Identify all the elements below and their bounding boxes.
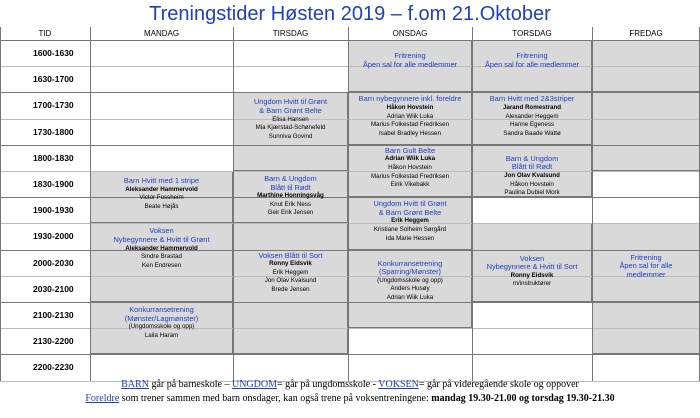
assistant-name: m/instruktører bbox=[512, 280, 552, 288]
footer-text: som trener sammen med barn onsdager, kan også trene på voksentreningene: bbox=[119, 393, 432, 404]
time-slot: 1730-1800 bbox=[33, 126, 74, 137]
column-header: TORSDAG bbox=[472, 27, 592, 41]
activity-title: Blått til Rødt bbox=[270, 182, 311, 192]
activity-block bbox=[472, 52, 592, 69]
activity-title: Voksen Blått til Sort bbox=[258, 250, 323, 260]
time-slot: 2030-2100 bbox=[33, 283, 74, 294]
assistant-name: Ken Endresen bbox=[141, 261, 182, 269]
instructor-name: Aleksander Hammervold bbox=[125, 244, 198, 252]
assistant-name: Anders Husøy bbox=[390, 285, 430, 293]
assistant-name: Sunniva Govind bbox=[268, 132, 313, 140]
schedule-table bbox=[0, 27, 700, 381]
assistant-name: Erik Heggem bbox=[272, 268, 309, 276]
activity-block bbox=[90, 177, 233, 211]
instructor-name: Erik Heggem bbox=[391, 217, 429, 225]
activity-title: Barn nybegynnere inkl. foreldre bbox=[358, 94, 462, 104]
activity-title: & Barn Grønt Belte bbox=[259, 105, 322, 115]
activity-block bbox=[90, 227, 233, 270]
column-divider bbox=[592, 27, 593, 381]
activity-block bbox=[592, 254, 700, 280]
assistant-name: Håkon Hovstein bbox=[510, 180, 554, 188]
row-divider bbox=[0, 92, 700, 93]
activity-title: Barn & Ungdom bbox=[264, 174, 317, 183]
column-header: TID bbox=[0, 27, 90, 41]
activity-title: Barn Hvitt med 2&3striper bbox=[489, 94, 575, 104]
assistant-name: Hanne Egeness bbox=[509, 121, 555, 129]
instructor-name: Ronny Eidsvik bbox=[510, 271, 554, 279]
assistant-name: Eirik Vikebakk bbox=[390, 181, 430, 189]
activity-title: Barn Gult Belte bbox=[384, 145, 436, 155]
assistant-name: Marius Folkestad Fredriksen bbox=[370, 121, 450, 129]
activity-title: Blått til Rødt bbox=[511, 162, 553, 172]
instructor-name: Aleksander Hammervold bbox=[125, 185, 198, 193]
time-slot: 1900-1930 bbox=[33, 205, 74, 216]
activity-block bbox=[472, 95, 592, 138]
footer-text: = går på videregående skole og oppover bbox=[418, 379, 579, 390]
page-title: Treningstider Høsten 2019 – f.om 21.Oktober bbox=[149, 3, 551, 25]
assistant-name: Håkon Hovstein bbox=[388, 163, 432, 171]
assistant-name: Geir Erik Jensen bbox=[267, 209, 314, 217]
activity-title: Fritrening bbox=[630, 252, 662, 262]
activity-title: Voksen bbox=[519, 253, 545, 263]
assistant-name: Victor Fossheim bbox=[139, 194, 184, 202]
row-divider bbox=[0, 354, 700, 355]
footer-text: går på barneskole – bbox=[148, 379, 232, 390]
activity-title: Konkurransetrening bbox=[377, 258, 443, 268]
activity-block bbox=[348, 260, 472, 303]
time-slot: 2000-2030 bbox=[33, 257, 74, 268]
row-divider bbox=[0, 145, 700, 146]
activity-title: Fritrening bbox=[516, 51, 548, 60]
assistant-name: Jon Olav Kvalsund bbox=[264, 277, 317, 285]
activity-title: (Sparring/Mønster) bbox=[378, 267, 441, 277]
footer-keyword: Foreldre bbox=[85, 393, 120, 404]
activity-block bbox=[233, 98, 348, 141]
activity-title: Ungdom Hvitt til Grønt bbox=[373, 199, 447, 209]
time-slot: 1830-1900 bbox=[33, 179, 74, 189]
column-header: FREDAG bbox=[592, 27, 700, 41]
activity-title: (Mønster/Lagmønster) bbox=[124, 313, 199, 323]
activity-title: & Barn Grønt Belte bbox=[378, 207, 442, 217]
activity-title: medlemmer bbox=[626, 269, 666, 279]
assistant-name: Kristiane Solheim Sørgård bbox=[373, 225, 447, 233]
activity-title: Fritrening bbox=[394, 51, 426, 60]
footer-keyword: BARN bbox=[121, 379, 149, 390]
time-slot: 1930-2000 bbox=[33, 231, 74, 242]
column-divider bbox=[472, 27, 473, 381]
row-divider bbox=[0, 40, 700, 41]
activity-title: Åpen sal for alle medlemmer bbox=[362, 59, 458, 69]
assistant-name: Adrian Wiik Luka bbox=[386, 112, 434, 120]
shaded-slot bbox=[592, 92, 700, 171]
instructor-name: Adrian Wiik Luka bbox=[384, 155, 436, 163]
instructor-name: Ronny Eidsvik bbox=[269, 260, 312, 268]
activity-block bbox=[472, 155, 592, 198]
time-slot: 2130-2200 bbox=[33, 336, 74, 347]
assistant-name: Brede Jensen bbox=[271, 285, 310, 293]
time-slot: 1800-1830 bbox=[33, 152, 74, 163]
footer-keyword: VOKSEN bbox=[378, 379, 419, 390]
footer-note bbox=[0, 393, 700, 404]
footer-text: mandag 19.30-21.00 og torsdag 19.30-21.30 bbox=[431, 393, 615, 404]
column-header: MANDAG bbox=[90, 27, 233, 41]
activity-block bbox=[348, 200, 472, 243]
assistant-name: Isabel Bradley Hessen bbox=[379, 129, 441, 137]
activity-block bbox=[472, 255, 592, 289]
assistant-name: Adrian Wiik Luka bbox=[386, 293, 434, 301]
assistant-name: Sandra Baade Wattø bbox=[503, 129, 561, 137]
activity-title: Åpen sal for alle medlemmer bbox=[484, 59, 580, 69]
time-slot: 2100-2130 bbox=[33, 310, 74, 320]
instructor-name: Jarand Romestrand bbox=[502, 103, 562, 111]
activity-title: Voksen bbox=[149, 226, 174, 236]
assistant-name: Marius Folkestad Fredriksen bbox=[370, 172, 450, 180]
footer-legend bbox=[0, 379, 700, 390]
assistant-name: Alexander Heggem bbox=[505, 112, 559, 120]
activity-block bbox=[233, 175, 348, 218]
assistant-name: Mia Kjærstad-Schønefeld bbox=[255, 124, 326, 132]
activity-title: Ungdom Hvitt til Grønt bbox=[253, 97, 328, 107]
assistant-name: Laila Haram bbox=[144, 331, 179, 339]
time-slot: 1700-1730 bbox=[33, 100, 74, 111]
activity-block bbox=[348, 95, 472, 138]
activity-title: Nybegynnere & Hvitt til Sort bbox=[486, 262, 578, 272]
footer-keyword: UNGDOM bbox=[231, 379, 277, 390]
instructor-name: Håkon Hovstein bbox=[386, 103, 434, 111]
time-slot: 2200-2230 bbox=[33, 362, 74, 373]
activity-title: Konkurransetrening bbox=[129, 305, 194, 314]
activity-title: Åpen sal for alle bbox=[619, 261, 673, 271]
activity-block bbox=[348, 52, 472, 69]
assistant-name: (Ungdomsskole og opp) bbox=[377, 276, 443, 284]
assistant-name: Knut Erik Ness bbox=[270, 200, 311, 208]
assistant-name: Paulina Dubiel Mork bbox=[504, 189, 560, 197]
activity-block bbox=[348, 147, 472, 190]
activity-block bbox=[233, 252, 348, 295]
activity-block bbox=[90, 306, 233, 340]
column-header: TIRSDAG bbox=[233, 27, 348, 41]
column-header: ONSDAG bbox=[348, 27, 472, 41]
footer-text: = går på ungdomsskole - bbox=[276, 379, 379, 390]
time-slot: 1630-1700 bbox=[33, 74, 74, 85]
assistant-name: Ida Marie Hessen bbox=[385, 234, 435, 242]
instructor-name: Marthine Honningsvåg bbox=[257, 192, 324, 200]
activity-title: Barn Hvitt med 1 stripe bbox=[123, 176, 200, 185]
activity-title: Nybegynnere & Hvitt til Grønt bbox=[113, 234, 210, 244]
assistant-name: Elisa Hansen bbox=[272, 115, 309, 123]
activity-title: Barn & Ungdom bbox=[505, 153, 559, 163]
time-slot: 1600-1630 bbox=[33, 48, 74, 58]
instructor-name: Jon Olav Kvalsund bbox=[504, 171, 560, 179]
assistant-name: (Ungdomsskole og opp) bbox=[128, 323, 195, 331]
assistant-name: Sindre Brastad bbox=[141, 253, 182, 261]
assistant-name: Beate Højås bbox=[144, 202, 179, 210]
